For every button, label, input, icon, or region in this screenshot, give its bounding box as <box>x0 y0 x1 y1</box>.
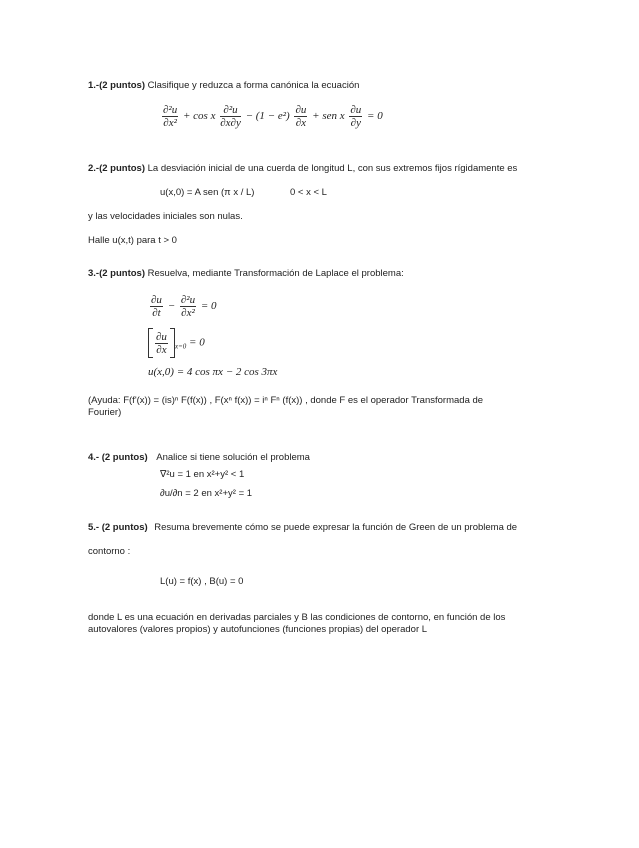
eq3-bc-sub: x=0 <box>174 342 187 351</box>
problem-2-line-3: Halle u(x,t) para t > 0 <box>88 235 177 246</box>
problem-1-number: 1.-(2 puntos) <box>88 80 145 91</box>
problem-1-heading <box>88 80 359 91</box>
problem-5-equation: L(u) = f(x) , B(u) = 0 <box>160 576 244 587</box>
eq3-rhs: = 0 <box>200 300 217 313</box>
eq1-frac-4: $\frac{\partial u}{\partial y}$ <box>350 104 362 129</box>
eq1-term-4: − (1 − e²) <box>245 110 290 123</box>
problem-3-eq-3: u(x,0) = 4 cos πx − 2 cos 3πx <box>148 366 278 378</box>
problem-3-help-1: (Ayuda: F(f'(x)) = (is)ⁿ F(f(x)) , F(xⁿ f(x)) = iⁿ Fⁿ (f(x)) , donde F es el operador Transformada de <box>88 395 484 406</box>
problem-5-desc-2: autovalores (valores propios) y autofunciones (funciones propias) del operador L <box>88 624 428 635</box>
eq1-frac-3: $\frac{\partial u}{\partial x}$ <box>295 104 307 129</box>
eq1-term-8: = 0 <box>367 110 383 123</box>
problem-4-eq-2: ∂u/∂n = 2 en x²+y² = 1 <box>160 488 253 499</box>
problem-2-equation: u(x,0) = A sen (π x / L) <box>160 187 255 198</box>
problem-5-desc-1: donde L es una ecuación en derivadas parciales y B las condiciones de contorno, en función de los <box>88 612 506 623</box>
eq1-term-2: + cos x <box>182 110 216 123</box>
problem-5-heading <box>88 522 517 533</box>
problem-5-line-2: contorno : <box>88 546 131 557</box>
problem-2-text: La desviación inicial de una cuerda de longitud L, con sus extremos fijos rígidamente es <box>147 163 518 174</box>
eq3-frac-b: $\frac{\text{∂²u}}{\text{∂x²}}$ <box>180 294 196 319</box>
eq3-bc-frac: $\frac{\partial u}{\partial x}$ <box>156 330 167 356</box>
eq3-op: − <box>167 300 176 313</box>
eq1-frac-2: $\frac{\text{∂²u}}{\partial x\partial y}$ <box>220 104 241 129</box>
problem-2-range: 0 < x < L <box>290 187 327 198</box>
problem-4-number: 4.- (2 puntos) <box>88 452 148 463</box>
eq1-frac-1: $\frac{\text{∂²u}}{\text{∂x²}}$ <box>163 104 178 129</box>
problem-5-number: 5.- (2 puntos) <box>88 522 148 533</box>
problem-4-text: Analice si tiene solución el problema <box>156 452 310 463</box>
problem-2-number: 2.-(2 puntos) <box>88 163 145 174</box>
problem-5-text: Resuma brevemente cómo se puede expresar la función de Green de un problema de <box>154 522 518 533</box>
problem-3-text: Resuelva, mediante Transformación de Laplace el problema: <box>147 268 404 279</box>
problem-3-heading <box>88 268 404 279</box>
problem-2-heading <box>88 163 517 174</box>
problem-4-heading <box>88 452 310 463</box>
problem-3-help-2: Fourier) <box>88 407 122 418</box>
problem-2-line-2: y las velocidades iniciales son nulas. <box>88 211 243 222</box>
problem-1-text: Clasifique y reduzca a forma canónica la ecuación <box>147 80 360 91</box>
problem-3-number: 3.-(2 puntos) <box>88 268 145 279</box>
eq3-frac-a: $\frac{\partial u}{\partial t}$ <box>151 294 162 319</box>
eq3-bc-rhs: = 0 <box>189 336 205 349</box>
eq1-term-6: + sen x <box>312 110 345 123</box>
problem-4-eq-1: ∇²u = 1 en x²+y² < 1 <box>160 469 245 480</box>
problem-1-equation <box>160 104 383 129</box>
problem-3-eq-2 <box>148 328 205 358</box>
problem-3-eq-1 <box>148 294 217 319</box>
